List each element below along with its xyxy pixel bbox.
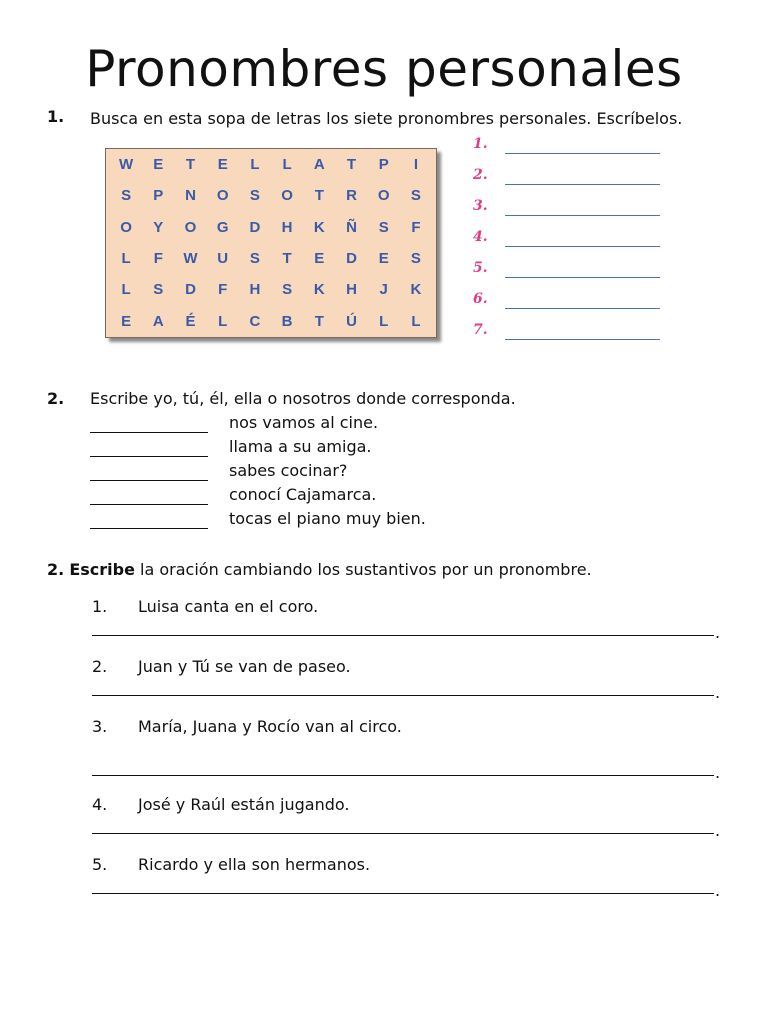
grid-letter: T [314,312,324,330]
sentence-text: conocí Cajamarca. [229,485,377,504]
grid-letter: J [379,281,388,299]
item-sentence: Luisa canta en el coro. [138,597,319,616]
grid-letter: S [410,250,421,268]
grid-letter: L [379,312,389,330]
answer-row [473,320,673,351]
item-sentence: José y Raúl están jugando. [138,795,350,814]
pronoun-blank-line[interactable] [90,480,208,481]
grid-letter: H [281,218,293,236]
word-search-letters [106,149,436,337]
answer-line[interactable] [92,635,714,636]
answer-blank-line[interactable] [505,215,660,216]
grid-letter: S [378,218,389,236]
grid-letter: S [249,187,260,205]
grid-letter: G [216,218,229,236]
grid-letter: A [152,312,164,330]
grid-letter: C [249,312,261,330]
grid-letter: S [282,281,293,299]
grid-letter: B [281,312,293,330]
question-2-number: 2. [47,389,65,408]
grid-letter: T [282,250,292,268]
grid-letter: U [217,250,229,268]
grid-letter: F [153,250,163,268]
pronoun-blank-line[interactable] [90,432,208,433]
answer-blank-line[interactable] [505,308,660,309]
item-number: 4. [92,795,108,814]
item-sentence: Juan y Tú se van de paseo. [138,657,351,676]
grid-letter: L [121,250,131,268]
grid-letter: Ñ [346,218,357,236]
line-end-period: . [715,763,721,782]
answer-number: 5. [473,260,488,276]
answer-row [473,196,673,227]
grid-letter: F [218,281,228,299]
grid-letter: L [218,312,228,330]
answer-blank-line[interactable] [505,246,660,247]
answer-row [473,289,673,320]
answer-number: 1. [473,136,488,152]
answer-row [473,227,673,258]
item-number: 5. [92,855,108,874]
answer-line[interactable] [92,775,714,776]
answer-line[interactable] [92,893,714,894]
question-1-instruction: Busca en esta sopa de letras los siete pronombres personales. Escríbelos. [90,109,683,128]
grid-letter: K [313,281,325,299]
grid-letter: O [184,218,197,236]
grid-letter: T [346,156,357,174]
grid-letter: S [249,250,260,268]
fill-in-row [90,437,590,461]
word-search-grid [105,148,437,338]
item-sentence: María, Juana y Rocío van al circo. [138,717,402,736]
item-number: 3. [92,717,108,736]
answer-number: 6. [473,291,488,307]
grid-letter: Y [153,218,164,236]
fill-in-row [90,509,590,533]
answer-blank-line[interactable] [505,339,660,340]
grid-letter: T [185,156,196,174]
answer-row [473,165,673,196]
grid-letter: L [250,156,260,174]
grid-letter: Ú [346,312,357,330]
grid-letter: P [153,187,164,205]
grid-letter: H [346,281,357,299]
grid-letter: F [411,218,421,236]
fill-in-row [90,413,590,437]
answer-row [473,258,673,289]
item-number: 2. [92,657,108,676]
answer-line[interactable] [92,833,714,834]
question-2-instruction: Escribe yo, tú, él, ella o nosotros donde corresponda. [90,389,516,408]
fill-in-list [90,413,590,533]
grid-letter: D [346,250,357,268]
grid-letter: O [377,187,390,205]
grid-letter: E [121,312,132,330]
grid-letter: É [185,312,196,330]
grid-letter: O [281,187,293,205]
answer-blank-line[interactable] [505,184,660,185]
sentence-text: tocas el piano muy bien. [229,509,426,528]
line-end-period: . [715,821,721,840]
grid-letter: D [185,281,196,299]
grid-letter: I [413,156,418,174]
grid-letter: L [121,281,131,299]
page-title: Pronombres personales [85,40,683,98]
grid-letter: R [346,187,357,205]
pronoun-blank-line[interactable] [90,456,208,457]
question-3-instruction-text: la oración cambiando los sustantivos por un pronombre. [134,560,592,579]
grid-letter: N [185,187,196,205]
grid-letter: H [249,281,261,299]
grid-letter: L [411,312,421,330]
answer-row [473,134,673,165]
fill-in-row [90,461,590,485]
question-1-number: 1. [47,107,65,126]
answer-number: 3. [473,198,488,214]
grid-letter: K [410,281,422,299]
grid-letter: S [121,187,132,205]
grid-letter: O [120,218,132,236]
answer-line[interactable] [92,695,714,696]
grid-letter: E [153,156,164,174]
grid-letter: S [410,187,421,205]
grid-letter: W [119,156,134,174]
grid-letter: W [183,250,198,268]
line-end-period: . [715,623,721,642]
grid-letter: O [216,187,229,205]
grid-letter: E [314,250,325,268]
grid-letter: E [378,250,389,268]
answer-blank-line[interactable] [505,277,660,278]
sentence-text: llama a su amiga. [229,437,372,456]
pronoun-blank-line[interactable] [90,528,208,529]
grid-letter: S [153,281,164,299]
answer-number: 2. [473,167,488,183]
grid-letter: T [314,187,324,205]
grid-letter: K [313,218,325,236]
question-3-number: 2. [47,560,65,579]
question-3-bold-word: Escribe [69,560,135,579]
grid-letter: P [378,156,389,174]
grid-letter: L [282,156,292,174]
answer-list [473,134,673,351]
grid-letter: A [313,156,325,174]
grid-letter: E [217,156,228,174]
grid-letter: D [249,218,261,236]
answer-number: 7. [473,322,488,338]
item-sentence: Ricardo y ella son hermanos. [138,855,371,874]
pronoun-blank-line[interactable] [90,504,208,505]
sentence-text: nos vamos al cine. [229,413,379,432]
answer-number: 4. [473,229,488,245]
answer-blank-line[interactable] [505,153,660,154]
fill-in-row [90,485,590,509]
line-end-period: . [715,881,721,900]
question-3-instruction [47,560,592,579]
sentence-text: sabes cocinar? [229,461,348,480]
item-number: 1. [92,597,108,616]
line-end-period: . [715,683,721,702]
